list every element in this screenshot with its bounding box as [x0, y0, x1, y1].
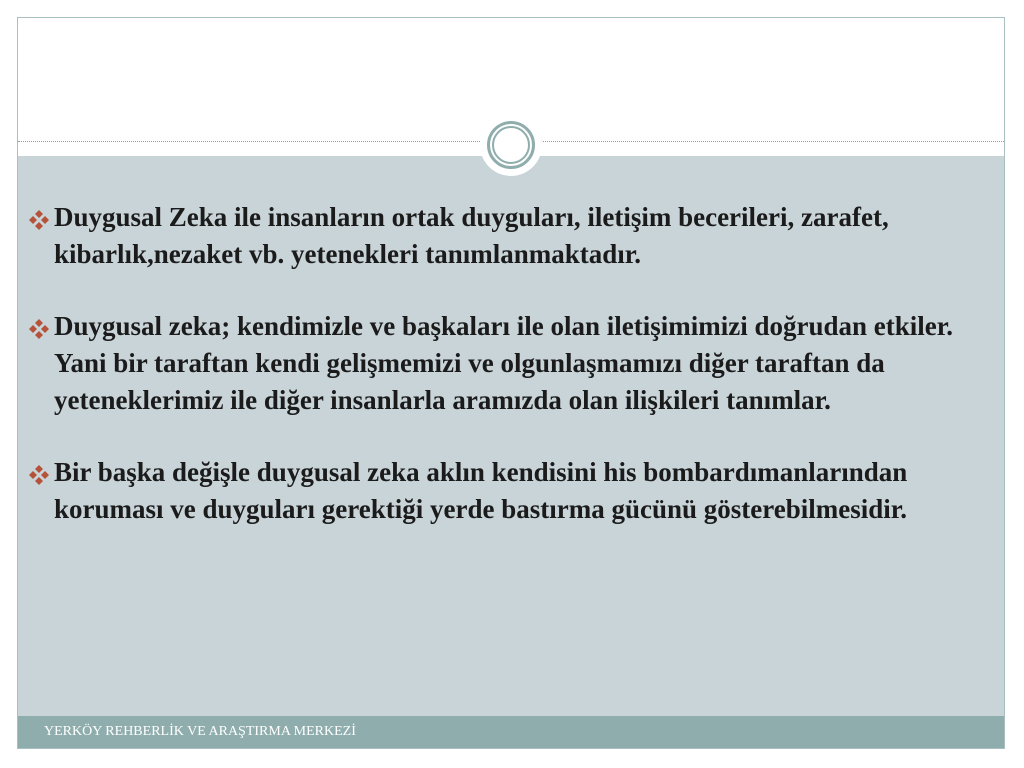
- bullet-item: [28, 199, 968, 273]
- bullet-text: Bir başka değişle duygusal zeka aklın kendisini his bombardımanlarından koruması ve duyguları gerektiği yerde bastırma gücünü gösterebilmesidir.: [54, 457, 908, 524]
- diamond-bullet-icon: [28, 464, 50, 486]
- circle-inner-ring: [492, 126, 530, 164]
- footer-bar: [18, 716, 1004, 748]
- bullet-text: Duygusal Zeka ile insanların ortak duyguları, iletişim becerileri, zarafet, kibarlık,nezaket vb. yetenekleri tanımlanmaktadır.: [54, 202, 889, 269]
- bullet-item: [28, 454, 968, 528]
- bullet-item: [28, 308, 968, 419]
- diamond-bullet-icon: [28, 209, 50, 231]
- footer-text: YERKÖY REHBERLİK VE ARAŞTIRMA MERKEZİ: [44, 724, 356, 739]
- bullet-text: Duygusal zeka; kendimizle ve başkaları ile olan iletişimimizi doğrudan etkiler. Yani bir taraftan kendi gelişmemizi ve olgunlaşmamızı diğer taraftan da yeteneklerimiz ile diğer insanlarla aramızda olan ilişkileri tanımlar.: [54, 311, 954, 415]
- bullet-list: [28, 199, 968, 563]
- diamond-bullet-icon: [28, 318, 50, 340]
